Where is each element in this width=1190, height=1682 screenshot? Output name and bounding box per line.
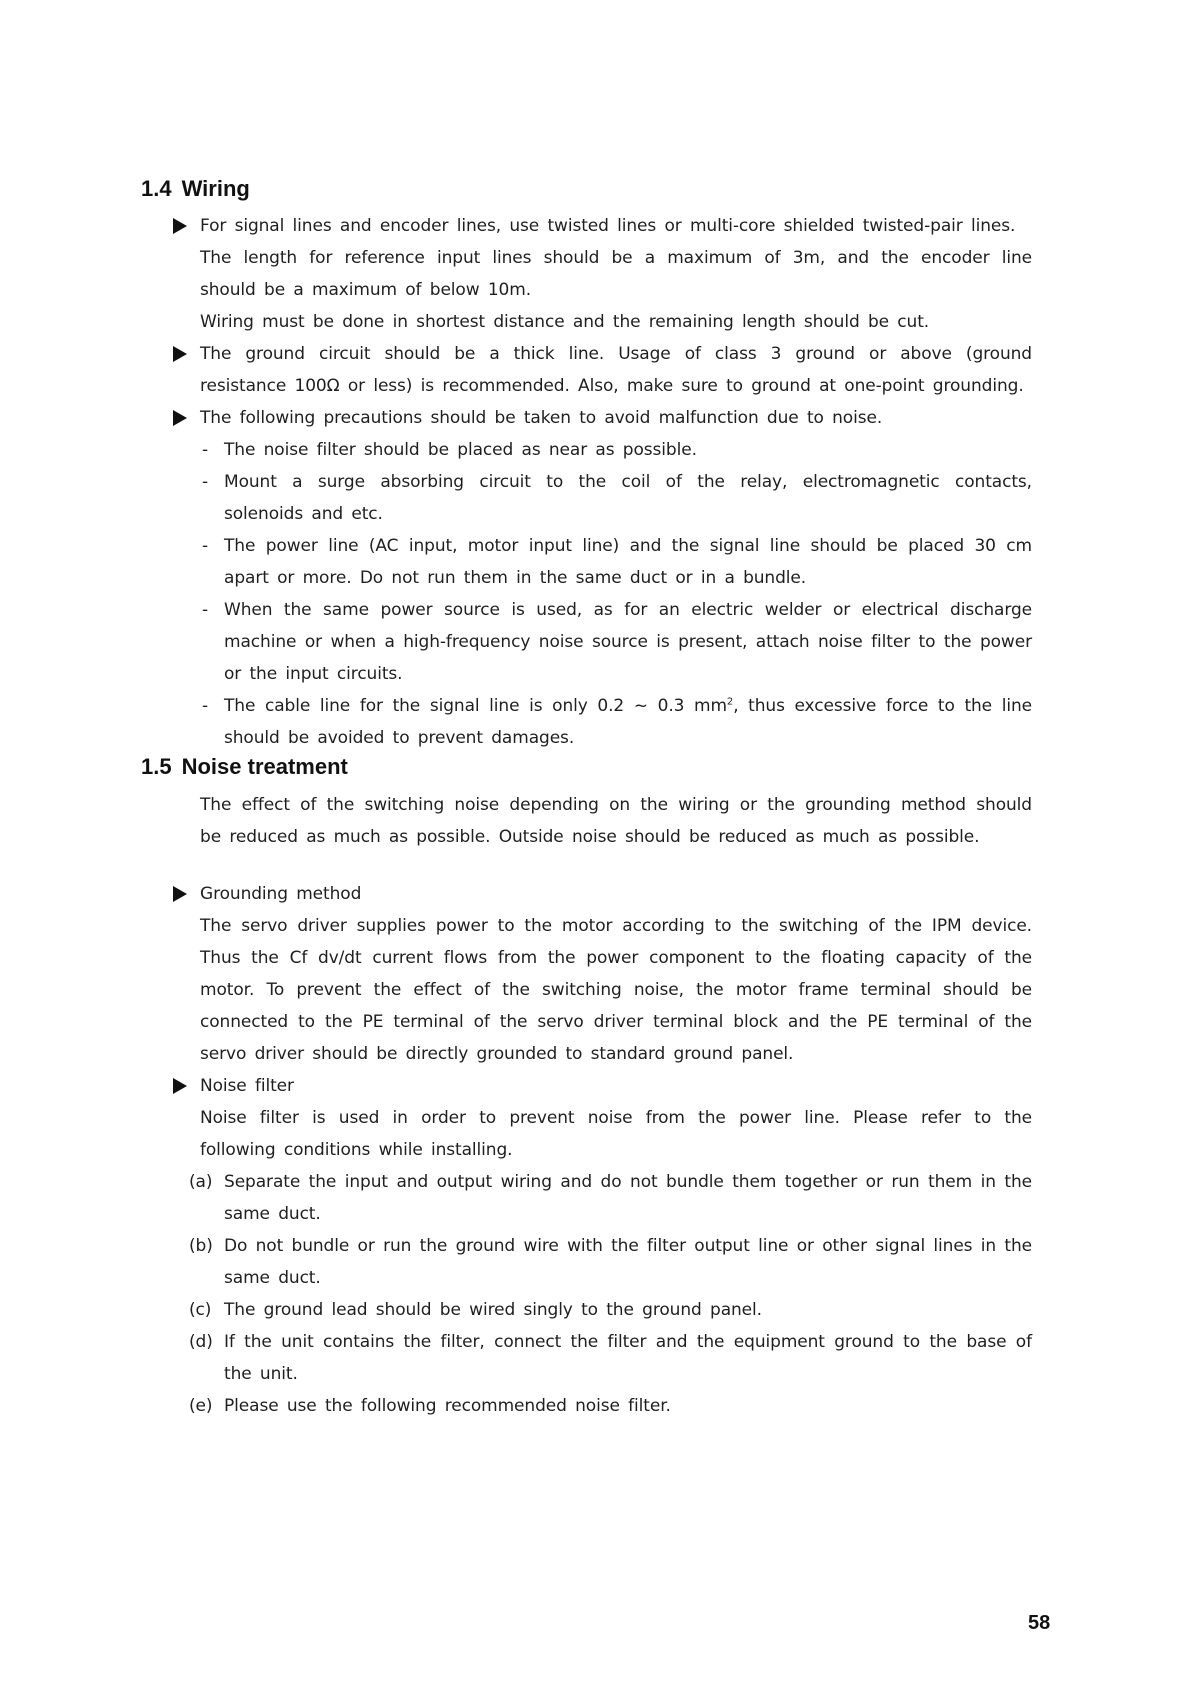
bullet-item xyxy=(200,338,1032,402)
dash-item xyxy=(200,466,1032,530)
bullet-line: The length for reference input lines should be a maximum of 3m, and the encoder line should be a maximum of below 10m. xyxy=(200,248,1032,300)
enum-text: The ground lead should be wired singly to the ground panel. xyxy=(224,1300,762,1320)
enum-marker: (d) xyxy=(189,1332,213,1352)
section-title: Noise treatment xyxy=(181,754,348,779)
enum-item xyxy=(189,1166,1032,1230)
dash-marker: - xyxy=(202,472,209,492)
dash-marker: - xyxy=(202,536,209,556)
dash-text: The power line (AC input, motor input line) and the signal line should be placed 30 cm apart or more. Do not run them in the same duct or in a bundle. xyxy=(224,536,1032,588)
dash-item xyxy=(200,690,1032,754)
wiring-content xyxy=(200,210,1032,754)
bullet-item xyxy=(200,1070,1032,1166)
section-heading-wiring xyxy=(141,176,250,202)
intro-paragraph: The effect of the switching noise depending on the wiring or the grounding method should be reduced as much as possible. Outside noise should be reduced as much as possible. xyxy=(200,795,1032,847)
bullet-title: Grounding method xyxy=(200,884,362,904)
section-title: Wiring xyxy=(181,176,250,201)
dash-marker: - xyxy=(202,600,209,620)
section-heading-noise-treatment xyxy=(141,754,348,780)
bullet-title: Noise filter xyxy=(200,1076,294,1096)
enum-marker: (e) xyxy=(189,1396,213,1416)
enum-text: Please use the following recommended noise filter. xyxy=(224,1396,671,1416)
bullet-item xyxy=(200,210,1032,338)
bullet-line: For signal lines and encoder lines, use twisted lines or multi-core shielded twisted-pair lines. xyxy=(200,216,1016,236)
dash-item xyxy=(200,530,1032,594)
dash-marker: - xyxy=(202,440,209,460)
bullet-item xyxy=(200,878,1032,1070)
bullet-line: Wiring must be done in shortest distance and the remaining length should be cut. xyxy=(200,312,930,332)
enum-item xyxy=(189,1326,1032,1390)
enum-text: Separate the input and output wiring and do not bundle them together or run them in the same duct. xyxy=(224,1172,1032,1224)
enum-marker: (a) xyxy=(189,1172,213,1192)
triangle-bullet-icon xyxy=(173,410,187,426)
noise-intro xyxy=(200,789,1032,853)
bullet-line: The following precautions should be taken to avoid malfunction due to noise. xyxy=(200,408,883,428)
bullet-paragraph: The servo driver supplies power to the motor according to the switching of the IPM device. Thus the Cf dv/dt current flows from the power component to the floating capacity of the motor. To prevent the effect of the switching noise, the motor frame terminal should be connected to the PE terminal of the servo driver terminal block and the PE terminal of the servo driver should be directly grounded to standard ground panel. xyxy=(200,916,1032,1064)
dash-item xyxy=(200,594,1032,690)
triangle-bullet-icon xyxy=(173,1078,187,1094)
enum-item xyxy=(189,1294,1032,1326)
section-number: 1.4 xyxy=(141,176,172,201)
triangle-bullet-icon xyxy=(173,886,187,902)
enum-marker: (c) xyxy=(189,1300,212,1320)
section-number: 1.5 xyxy=(141,754,172,779)
dash-text: Mount a surge absorbing circuit to the coil of the relay, electromagnetic contacts, solenoids and etc. xyxy=(224,472,1032,524)
superscript: 2 xyxy=(726,696,734,708)
enum-text: If the unit contains the filter, connect the filter and the equipment ground to the base of the unit. xyxy=(224,1332,1032,1384)
bullet-line: The ground circuit should be a thick line. Usage of class 3 ground or above (ground resistance 100Ω or less) is recommended. Also, make sure to ground at one-point grounding. xyxy=(200,344,1032,396)
dash-text: When the same power source is used, as for an electric welder or electrical discharge machine or when a high-frequency noise source is present, attach noise filter to the power or the input circuits. xyxy=(224,600,1032,684)
bullet-paragraph: Noise filter is used in order to prevent noise from the power line. Please refer to the following conditions while installing. xyxy=(200,1108,1032,1160)
triangle-bullet-icon xyxy=(173,346,187,362)
dash-text xyxy=(224,690,1032,754)
cable-text-b: , thus excessive force to the line should be avoided to prevent damages. xyxy=(224,696,1032,748)
enum-marker: (b) xyxy=(189,1236,213,1256)
triangle-bullet-icon xyxy=(173,218,187,234)
dash-marker: - xyxy=(202,696,209,716)
cable-text-a: The cable line for the signal line is only 0.2 ~ 0.3 mm xyxy=(224,696,727,716)
enum-item xyxy=(189,1390,1032,1422)
noise-content xyxy=(189,878,1032,1422)
enum-item xyxy=(189,1230,1032,1294)
page-number: 58 xyxy=(1028,1612,1051,1634)
bullet-item xyxy=(200,402,1032,434)
dash-item xyxy=(200,434,1032,466)
dash-text: The noise filter should be placed as near as possible. xyxy=(224,440,697,460)
enum-text: Do not bundle or run the ground wire with the filter output line or other signal lines in the same duct. xyxy=(224,1236,1032,1288)
